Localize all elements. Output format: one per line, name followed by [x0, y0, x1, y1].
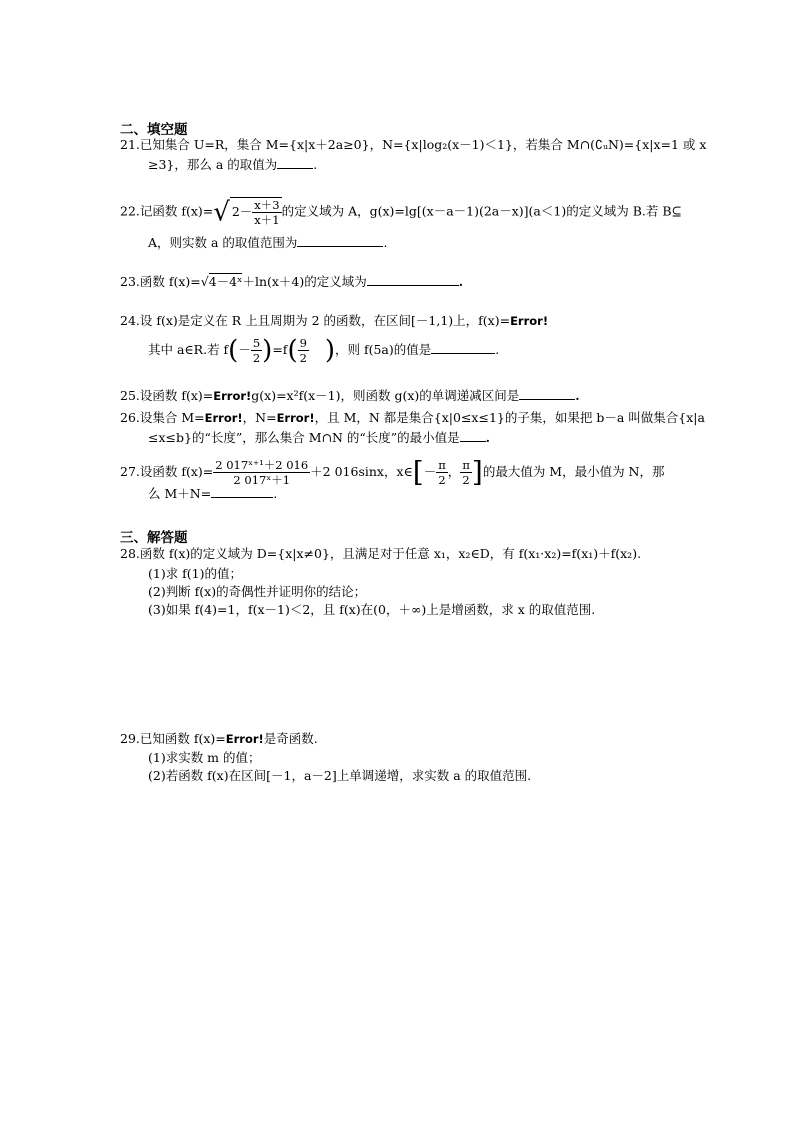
q23-line	[120, 274, 463, 290]
fraction-numerator: 9	[299, 336, 307, 350]
q23-end: .	[458, 274, 464, 289]
fraction	[460, 458, 472, 487]
q28-part2: (2)判断 f(x)的奇偶性并证明你的结论；	[148, 584, 367, 599]
q26-end: .	[485, 430, 491, 445]
sqrt-expression	[213, 197, 281, 227]
q22-post: 的定义域为 A，g(x)=lg[(x－a－1)(2a－x)](a＜1)的定义域为 B.若 B⊆	[281, 203, 682, 219]
fraction-denominator: x＋1	[254, 213, 280, 227]
q29-pre: 29.已知函数 f(x)=	[120, 731, 226, 746]
radicand: 4－4ˣ	[208, 274, 243, 289]
q24-text-a: 其中 a∈R.若 f	[148, 342, 229, 357]
q25-pre: 25.设函数 f(x)=	[120, 388, 214, 403]
q29-part2: (2)若函数 f(x)在区间[－1，a－2]上单调递增，求实数 a 的取值范围.	[148, 768, 532, 783]
fraction-denominator: 2	[462, 473, 470, 487]
q24-line2: 其中 a∈R.若 f(－ $\frac{5}{2}$ )=f( $\frac{9}{2}$ )，则 f(5a)的值是 .	[148, 335, 500, 366]
q27-text: 么 M＋N=	[148, 486, 212, 501]
answer-blank	[297, 235, 383, 247]
q22-sqrt-lead: 2－	[231, 204, 253, 219]
q26-text-b: ，N=	[242, 410, 277, 425]
q23-post: ＋ln(x＋4)的定义域为	[242, 274, 367, 289]
q22-line1	[120, 197, 682, 227]
q25-end: .	[575, 388, 580, 403]
q27-end: .	[273, 486, 278, 501]
q27-line1: 27.设函数 f(x)= $\frac{\text{2 017ˣ⁺¹＋2 016}}{\text{2 017ˣ＋1}}$ ＋2 016sinx，x∈[－ $\frac{\pi}{2}$ ， $\frac{\pi}{2}$ ]的最大值为 M，最小值为 N，那	[120, 455, 665, 489]
fraction-denominator: 2	[438, 473, 446, 487]
q25-post: g(x)=x²f(x－1)，则函数 g(x)的单调递减区间是	[251, 388, 520, 403]
error-placeholder: Error!	[510, 314, 549, 328]
right-paren: )	[324, 335, 335, 366]
answer-blank	[367, 274, 459, 286]
right-bracket: ]	[471, 455, 483, 489]
q28-part1: (1)求 f(1)的值；	[148, 566, 243, 581]
fraction	[251, 336, 262, 365]
fraction-numerator: π	[438, 458, 446, 472]
q28-line1: 28.函数 f(x)的定义域为 D={x|x≠0}，且满足对于任意 x₁，x₂∈D，有 f(x₁·x₂)=f(x₁)＋f(x₂).	[120, 546, 642, 561]
q21-text: ≥3}，那么 a 的取值为	[148, 157, 278, 172]
q24-text-c: ，则 f(5a)的值是	[334, 342, 432, 357]
q28-part3: (3)如果 f(4)=1，f(x－1)＜2，且 f(x)在(0，＋∞)上是增函数，求 x 的取值范围.	[148, 602, 596, 617]
error-placeholder: Error!	[276, 411, 315, 425]
fraction-numerator: π	[462, 458, 470, 472]
q21-line2	[148, 157, 317, 173]
q22-text: A，则实数 a 的取值范围为	[148, 235, 298, 250]
q27-pre: 27.设函数 f(x)=	[120, 464, 214, 479]
radical-sign-icon: √	[213, 197, 230, 228]
q24-line1	[120, 313, 548, 329]
q22-end: .	[383, 235, 388, 250]
q26-text: ≤x≤b}的“长度”，那么集合 M∩N 的“长度”的最小值是	[148, 430, 460, 445]
q26-line2	[148, 430, 490, 446]
radical-sign-icon: √	[200, 274, 209, 289]
section-title-fill-in: 二、填空题	[120, 122, 188, 138]
q21-line1: 21.已知集合 U=R，集合 M={x|x＋2a≥0}，N={x|log₂(x－1)＜1}，若集合 M∩(∁ᵤN)={x|x=1 或 x	[120, 137, 707, 152]
q27-line2	[148, 486, 277, 502]
q27-post: 的最大值为 M，最小值为 N，那	[482, 464, 665, 479]
answer-blank	[431, 342, 495, 354]
fraction	[252, 198, 281, 227]
q26-text-a: 26.设集合 M=	[120, 410, 205, 425]
q29-part1: (1)求实数 m 的值；	[148, 750, 261, 765]
error-placeholder: Error!	[213, 389, 252, 403]
fraction-numerator: x＋3	[254, 198, 280, 212]
left-paren: (	[228, 335, 239, 366]
q26-text-c: ，且 M，N 都是集合{x|0≤x≤1}的子集，如果把 b－a 叫做集合{x|a	[314, 410, 705, 425]
q23-pre: 23.函数 f(x)=	[120, 274, 201, 289]
radicand	[230, 197, 282, 227]
fraction-numerator: 5	[252, 336, 261, 350]
q21-end: .	[313, 157, 318, 172]
right-paren: )	[262, 335, 273, 366]
q25-line	[120, 388, 580, 404]
q29-post: 是奇函数.	[263, 731, 318, 746]
q29-line1	[120, 731, 318, 747]
answer-blank	[460, 430, 486, 442]
answer-blank	[211, 486, 273, 498]
left-paren: (	[287, 335, 298, 366]
fraction-denominator: 2 017ˣ＋1	[233, 473, 291, 487]
fraction	[213, 458, 310, 487]
q26-line1	[120, 410, 705, 426]
error-placeholder: Error!	[225, 732, 264, 746]
fraction	[298, 336, 309, 365]
q22-pre: 22.记函数 f(x)=	[120, 203, 214, 219]
fraction-denominator: 2	[252, 351, 261, 365]
q24-end: .	[495, 342, 500, 357]
q24-text-b: =f	[272, 342, 288, 357]
fraction	[436, 458, 448, 487]
error-placeholder: Error!	[204, 411, 243, 425]
section-title-solve: 三、解答题	[120, 530, 188, 546]
answer-blank	[519, 388, 575, 400]
fraction-denominator: 2	[299, 351, 307, 365]
q22-line2	[148, 235, 387, 251]
q24-text: 24.设 f(x)是定义在 R 上且周期为 2 的函数，在区间[－1,1)上，f(x)=	[120, 313, 511, 328]
q27-mid: ＋2 016sinx，x∈	[310, 464, 413, 479]
answer-blank	[277, 157, 313, 169]
left-bracket: [	[412, 455, 424, 489]
fraction-numerator: 2 017ˣ⁺¹＋2 016	[215, 458, 309, 472]
